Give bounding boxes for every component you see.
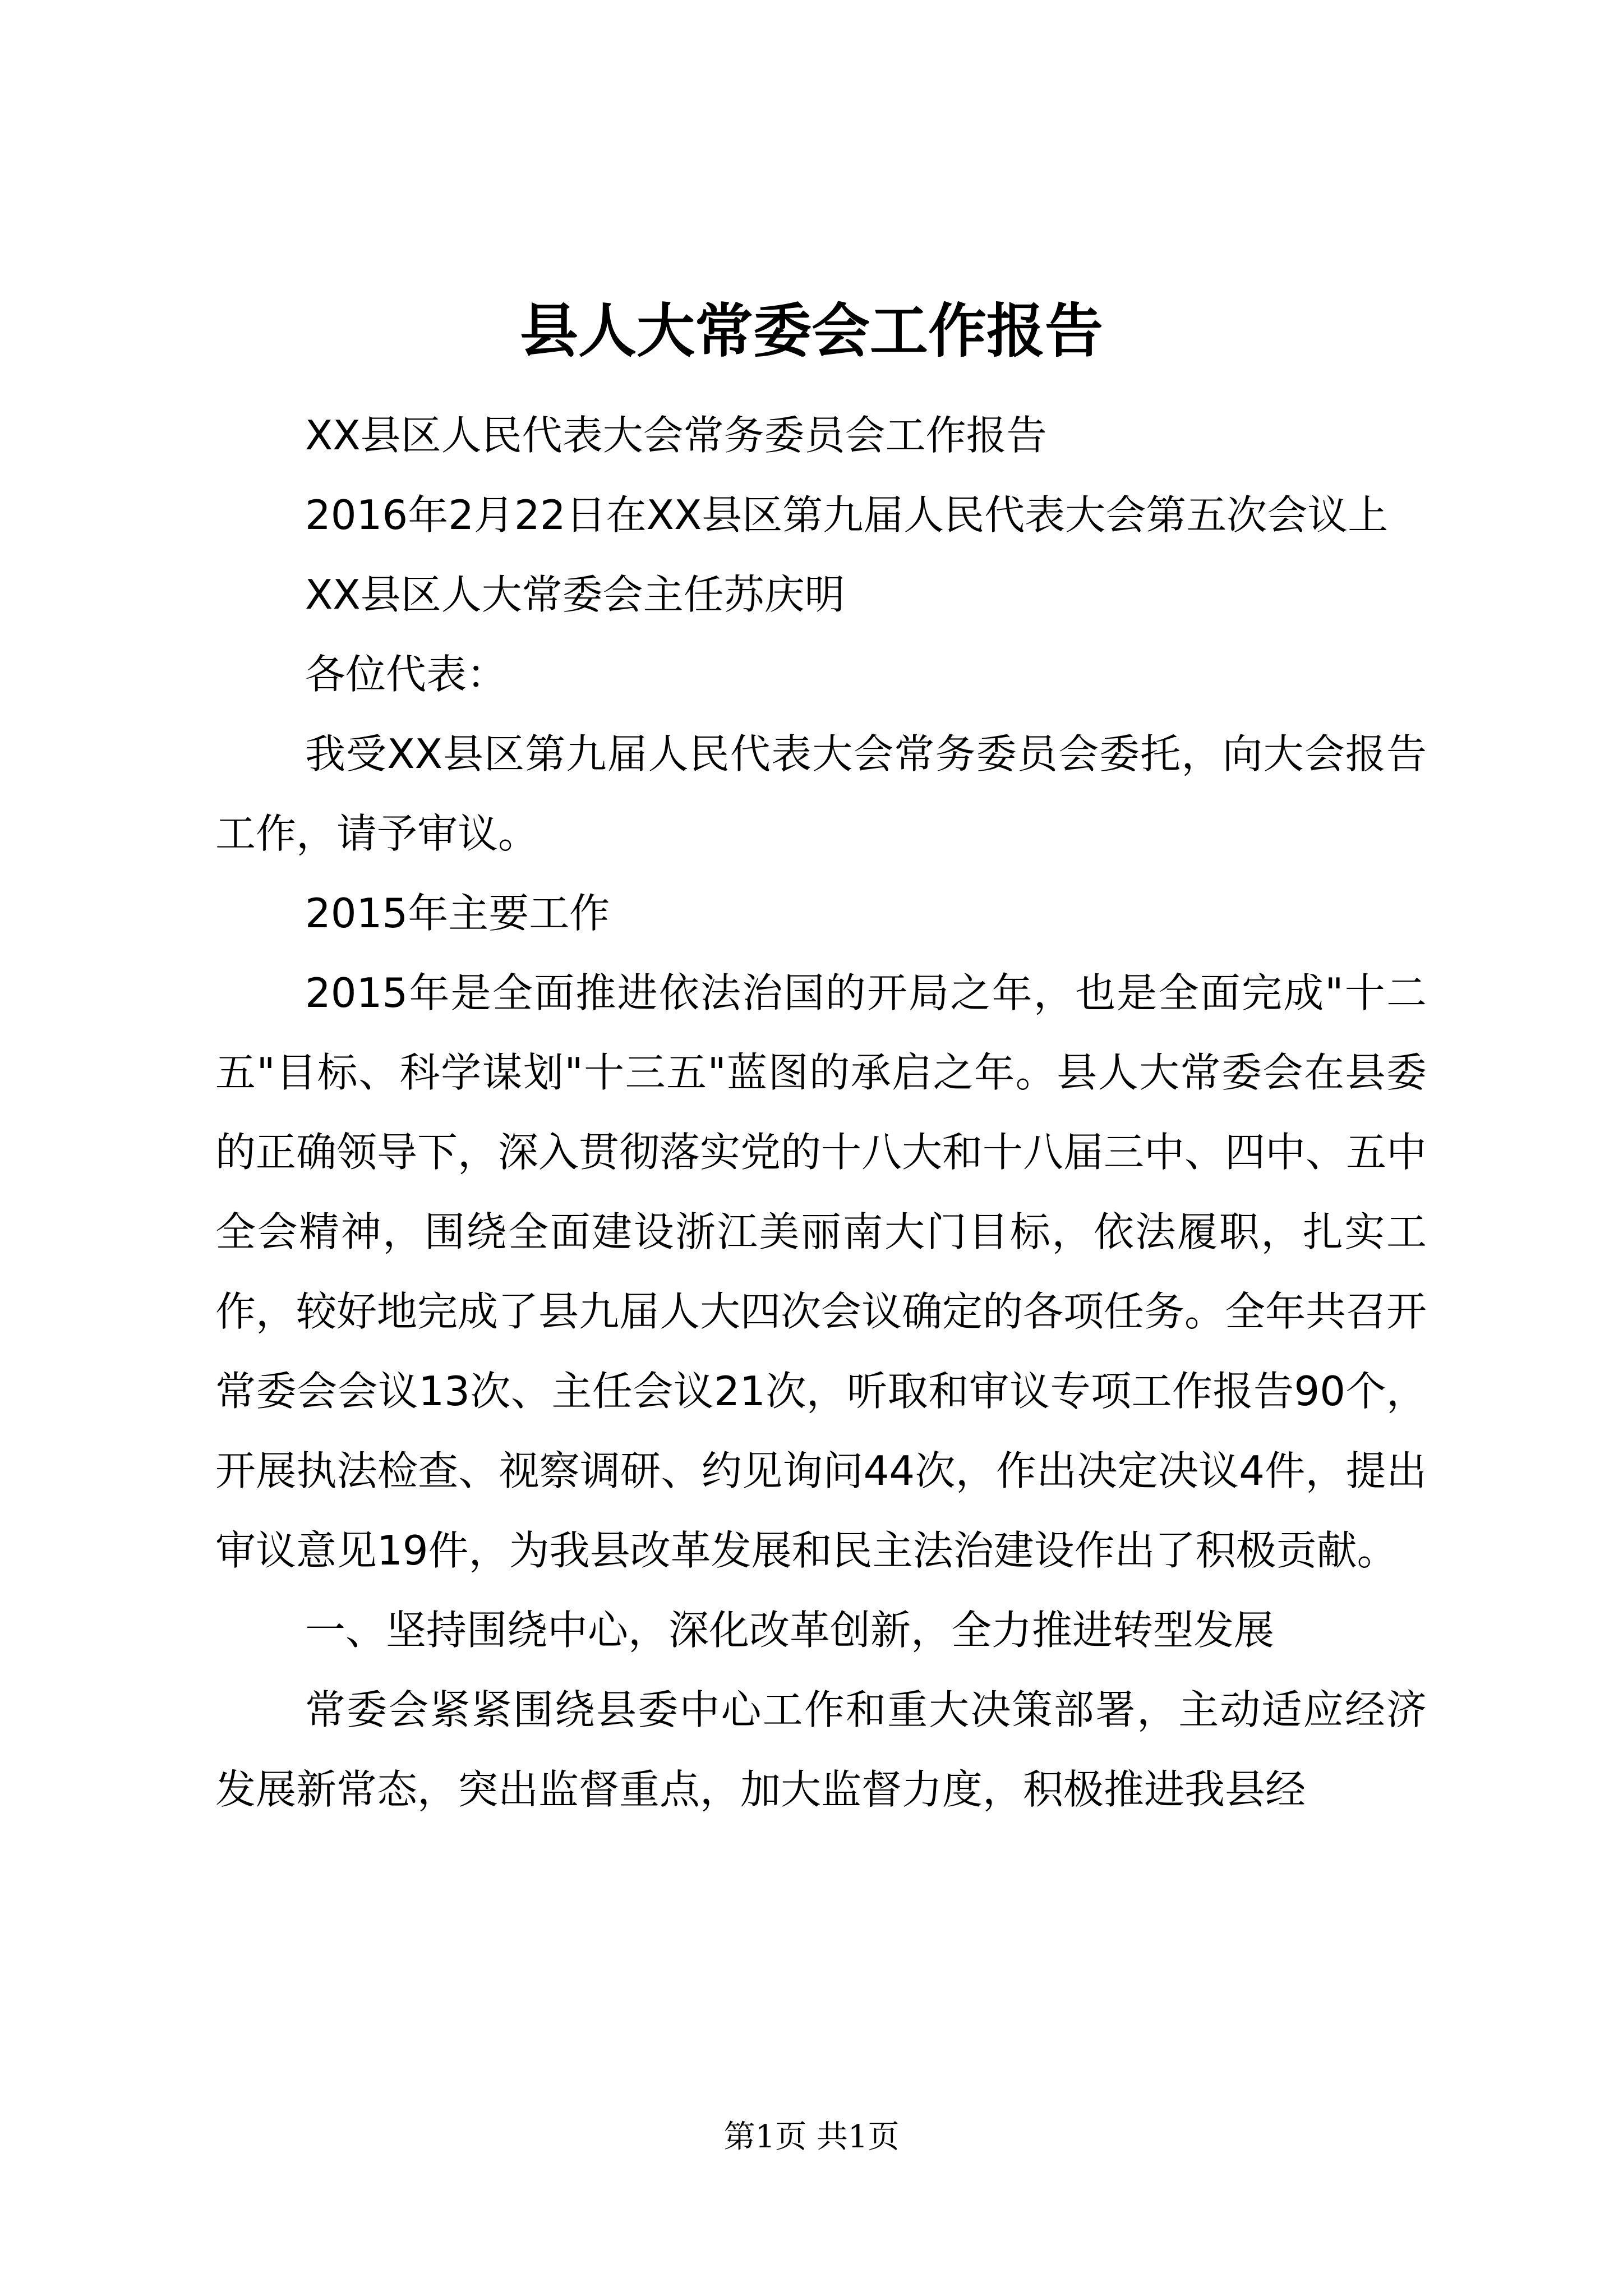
section-heading-one: 一、坚持围绕中心，深化改革创新，全力推进转型发展 [305, 1607, 1275, 1654]
document-title: 县人大常委会工作报告 [519, 296, 1103, 365]
report-heading: XX县区人民代表大会常务委员会工作报告 [305, 412, 1047, 459]
section-heading-2015: 2015年主要工作 [305, 890, 610, 937]
intro-paragraph: 我受XX县区第九届人民代表大会常务委员会委托，向大会报告工作，请予审议。 [215, 730, 1427, 857]
salutation: 各位代表： [305, 651, 508, 698]
meeting-date-line: 2016年2月22日在XX县区第九届人民代表大会第五次会议上 [305, 491, 1389, 539]
speaker-line: XX县区人大常委会主任苏庆明 [305, 571, 845, 618]
section-one-paragraph: 常委会紧紧围绕县委中心工作和重大决策部署，主动适应经济发展新常态，突出监督重点，加大监督力度，积极推进我县经 [215, 1686, 1427, 1813]
page-footer: 第1页 共1页 [723, 2119, 900, 2155]
summary-paragraph: 2015年是全面推进依法治国的开局之年，也是全面完成"十二五"目标、科学谋划"十三五"蓝图的承启之年。县人大常委会在县委的正确领导下，深入贯彻落实党的十八大和十八届三中、四中、五中全会精神，围绕全面建设浙江美丽南大门目标，依法履职，扎实工作，较好地完成了县九届人大四次会议确定的各项任务。全年共召开常委会会议13次、主任会议21次，听取和审议专项工作报告90个，开展执法检查、视察调研、约见询问44次，作出决定决议4件，提出审议意见19件，为我县改革发展和民主法治建设作出了积极贡献。 [215, 969, 1427, 1574]
document-body [215, 395, 1427, 1829]
